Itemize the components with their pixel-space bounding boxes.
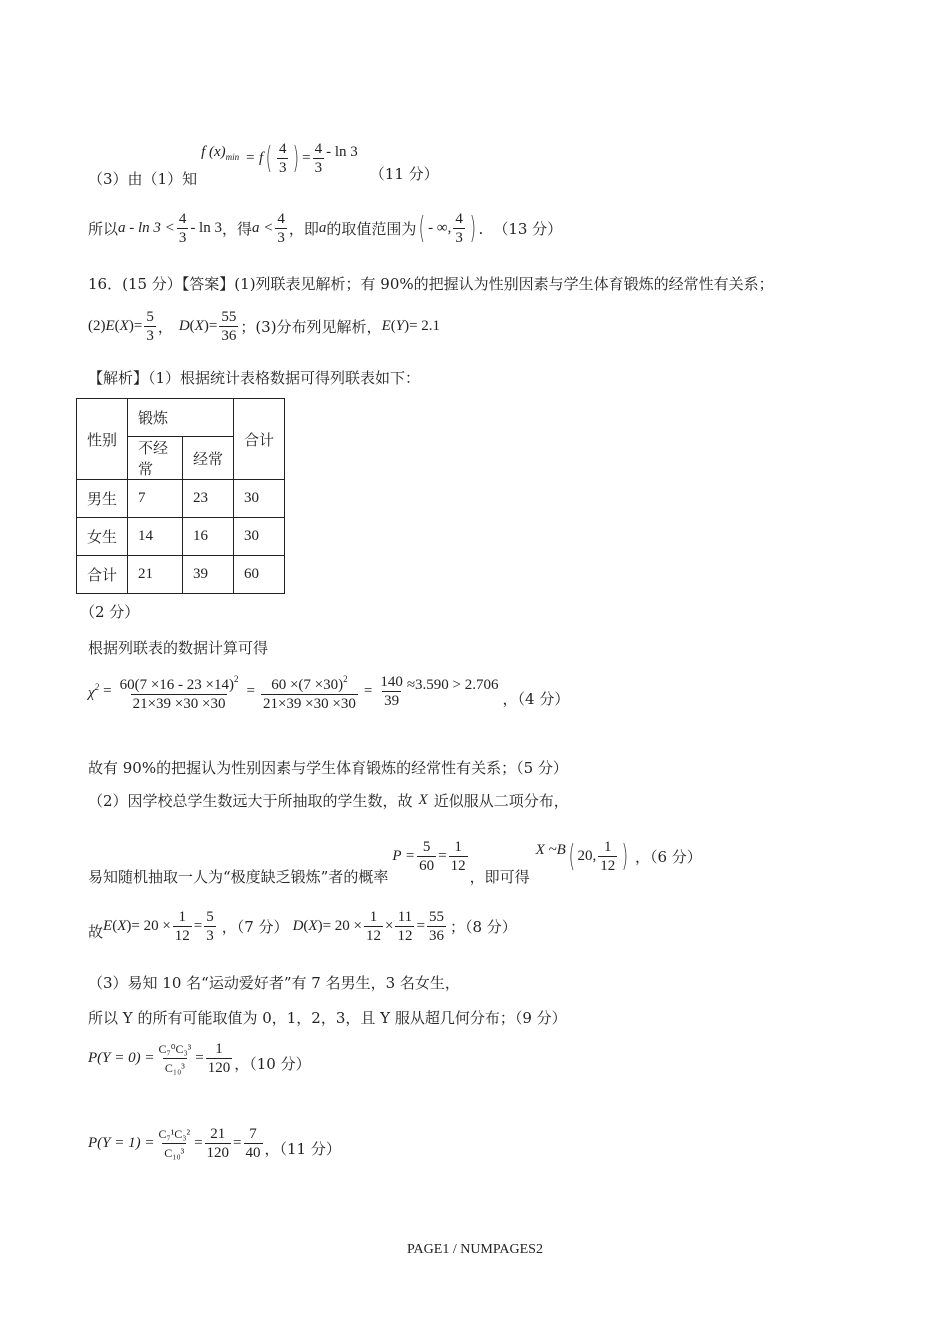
part3-hyper-line2: 所以 Y 的所有可能取值为 0，1，2，3，且 Y 服从超几何分布；（9 分） <box>88 1009 567 1027</box>
fraction: $\frac{1}{12}$ <box>366 909 381 944</box>
fraction: $\frac{1}{12}$ <box>174 909 190 944</box>
fraction: $\frac{60 \times(7 \times 30)^2}{21\times 39 \times 30 \times 30}$ <box>262 674 356 712</box>
fraction: $\frac{21}{120}$ <box>206 1126 230 1161</box>
fraction: $\frac{\text{C₇⁰C₃³}}{\text{C₁₀³}}$ <box>158 1042 192 1075</box>
header-gender: 性别 <box>77 399 128 480</box>
chi-conclusion: 故有 90%的把握认为性别因素与学生体育锻炼的经常性有关系；（5 分） <box>88 759 568 777</box>
part3-hyper-line1: （3）易知 10 名“运动爱好者”有 7 名男生，3 名女生， <box>88 974 460 992</box>
chi-intro: 根据列联表的数据计算可得 <box>88 639 269 657</box>
fraction: $\frac{7}{40}$ <box>245 1126 261 1161</box>
fraction: $\frac{55}{36}$ <box>221 309 237 344</box>
table-score: （2 分） <box>80 603 140 621</box>
fraction: $\frac{5}{3}$ <box>146 309 154 344</box>
f-min-expr: f $(x)_{min}$ <box>201 143 240 162</box>
fraction: $\frac{60(7 \times 16 - 23 \times 14)^2}{21\times 39 \times 30 \times 30}$ <box>119 674 239 712</box>
header-total: 合计 <box>234 399 285 480</box>
header-often: 经常 <box>183 437 234 480</box>
part2-line3: 故 E ( X ) = 20 × $\frac{1}{12}$ = $\frac{5}{3}$ ，（7 分） D ( X ) = 20 × $\frac{1}{12}$ × $\frac{11}{12}$ = $\frac{55}{36}$ ；（8 分） <box>88 909 517 944</box>
fraction: $\frac{1}{120}$ <box>207 1041 231 1076</box>
fraction: $\frac{4}{3}$ <box>178 211 187 246</box>
fraction: $\frac{4}{3}$ <box>277 211 285 246</box>
contingency-table <box>76 398 285 594</box>
fraction: $\frac{55}{36}$ <box>428 909 444 944</box>
fraction: $\frac{4}{3}$ <box>314 141 323 176</box>
part3-prefix: （3）由（1）知 <box>88 170 198 188</box>
chi-square-formula: $\chi^2$ = $\frac{60(7 \times 16 - 23 \times 14)^2}{21\times 39 \times 30 \times 30}$ = $\frac{60 \times(7 \times 30)^2}{21\times 39 \times 30 \times 30}$ = $\frac{140}{39}$ ≈3.590 > 2.706 ，（4 分） <box>88 670 569 713</box>
fraction: $\frac{140}{39}$ <box>380 674 403 709</box>
fraction: $\frac{1}{12}$ <box>450 839 466 874</box>
part3-line1: （3）由（1）知 f $(x)_{min}$ = f ( $\frac{4}{3}$ ) = $\frac{4}{3}$ - ln 3 （11 分） <box>88 140 439 188</box>
analysis-heading: 【解析】（1）根据统计表格数据可得列联表如下： <box>88 369 421 387</box>
part2-line2: 易知随机抽取一人为“极度缺乏锻炼”者的概率 P = $\frac{5}{60}$ = $\frac{1}{12}$ ，即可得 X ~B ( 20, $\frac{1}{12}$ ) ，（6 分） <box>88 838 702 886</box>
table-row: 合计 21 39 60 <box>77 556 285 594</box>
table-row: 男生 7 23 30 <box>77 480 285 518</box>
fraction: $\frac{4}{3}$ <box>455 211 463 246</box>
fraction: $\frac{4}{3}$ <box>278 141 287 176</box>
q16-answer-line: (2) E ( X ) = $\frac{5}{3}$ ， D ( X ) = $\frac{55}{36}$ ；(3)分布列见解析， E ( Y ) = 2.1 <box>88 309 441 344</box>
part3-line2: 所以 a - ln 3 < $\frac{4}{3}$ - ln 3 ，得 a < $\frac{4}{3}$ ，即 a 的取值范围为 ( - ∞, $\frac{4}{3}$ ) . （13 分） <box>88 210 563 246</box>
part2-line1: （2）因学校总学生数远大于所抽取的学生数，故 X 近似服从二项分布， <box>88 792 569 810</box>
fraction: $\frac{5}{3}$ <box>206 909 214 944</box>
q16-header: 16．(15 分）【答案】(1)列联表见解析；有 90%的把握认为性别因素与学生体育锻炼的经常性有关系； <box>88 275 774 293</box>
page-footer: PAGE1 / NUMPAGES2 <box>407 1242 543 1257</box>
header-not-often: 不经常 <box>128 437 183 480</box>
fraction: $\frac{\text{C₇¹C₃²}}{\text{C₁₀³}}$ <box>158 1127 191 1160</box>
table-row: 女生 14 16 30 <box>77 518 285 556</box>
fraction: $\frac{11}{12}$ <box>397 909 413 944</box>
fraction: $\frac{1}{12}$ <box>600 839 616 874</box>
p-y0-formula: P(Y = 0) = $\frac{\text{C₇⁰C₃³}}{\text{C₁₀³}}$ = $\frac{1}{120}$ ，（10 分） <box>88 1041 311 1076</box>
fraction: $\frac{5}{60}$ <box>419 839 435 874</box>
header-exercise: 锻炼 <box>128 399 234 437</box>
p-y1-formula: P(Y = 1) = $\frac{\text{C₇¹C₃²}}{\text{C₁₀³}}$ = $\frac{21}{120}$ = $\frac{7}{40}$ ，（11 分） <box>88 1126 341 1161</box>
